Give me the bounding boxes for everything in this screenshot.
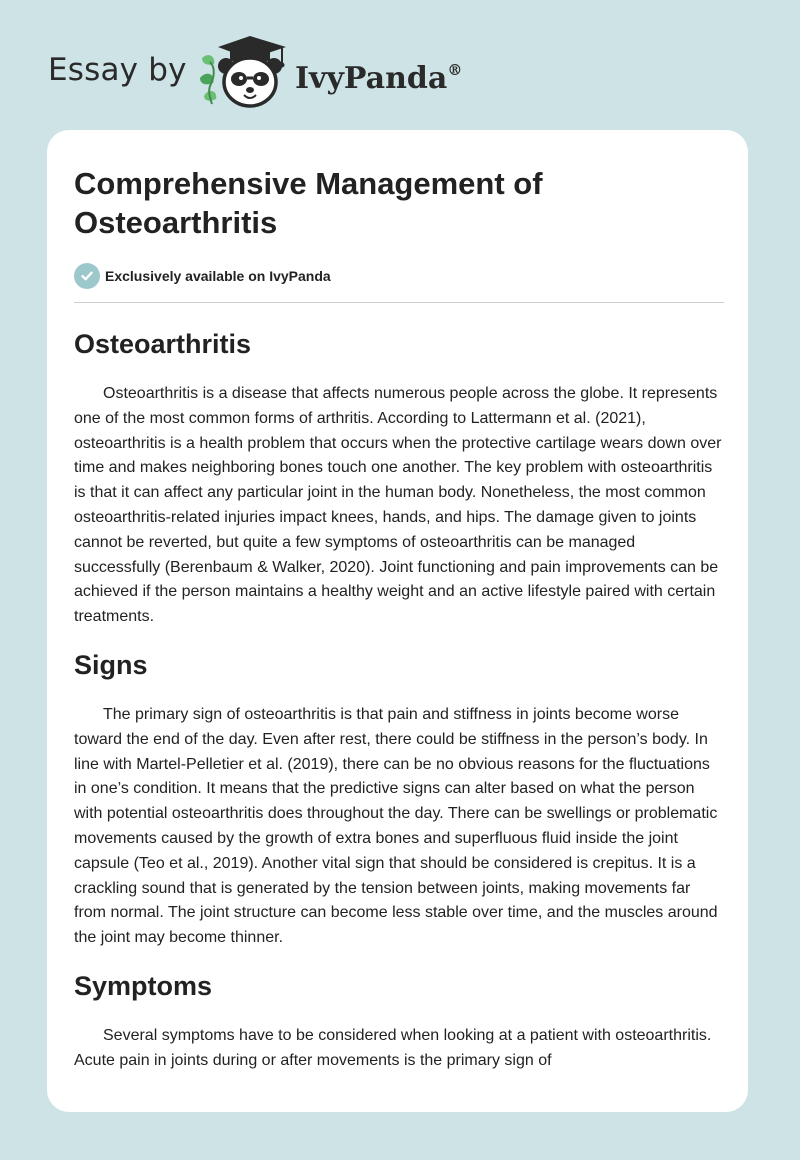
brand-name[interactable] xyxy=(295,52,462,99)
section-paragraph-symptoms: Several symptoms have to be considered when looking at a patient with osteoarthritis. Acute pain in joints during or after movements is the primary sign of xyxy=(74,1026,712,1069)
divider xyxy=(74,302,724,303)
site-header xyxy=(0,0,800,130)
check-circle-icon xyxy=(74,263,100,289)
section-heading-signs: Signs xyxy=(74,649,148,680)
section-heading-osteoarthritis: Osteoarthritis xyxy=(74,329,252,359)
essay-title: Comprehensive Management of Osteoarthritis xyxy=(74,166,543,240)
exclusive-badge-label: Exclusively available on IvyPanda xyxy=(105,268,331,284)
essay-card xyxy=(47,130,748,1112)
registered-mark: ® xyxy=(447,61,463,79)
section-paragraph-osteoarthritis: Osteoarthritis is a disease that affects numerous people across the globe. It represents one of the most common forms of arthritis. According to Lattermann et al. (2021), osteoarthritis is a health problem that occurs when the protective cartilage wears down over time and makes neighboring bones touch one another. The key problem with osteoarthritis is that it can affect any particular joint in the human body. Nonetheless, the most common osteoarthritis-related injuries impact knees, hands, and hips. The damage given to joints cannot be reverted, but quite a few symptoms of osteoarthritis can be managed successfully (Berenbaum & Walker, 2020). Joint functioning and pain improvements can be achieved if the person maintains a healthy weight and an active lifestyle paired with certain treatments. xyxy=(74,385,722,626)
ivy-leaf-icon xyxy=(200,55,216,104)
essay-content xyxy=(74,164,724,1074)
essay-by-label: Essay by xyxy=(48,52,187,88)
section-heading-symptoms: Symptoms xyxy=(74,970,213,1001)
exclusive-badge xyxy=(74,262,724,290)
section-paragraph-signs: The primary sign of osteoarthritis is that pain and stiffness in joints become worse toward the end of the day. Even after rest, there could be stiffness in the person’s body. In line with Martel-Pelletier et al. (2019), there can be no obvious reasons for the fluctuations in one’s condition. It means that the predictive signs can alter based on what the person with potential osteoarthritis does throughout the day. There can be swellings or problematic movements caused by the growth of extra bones and superfluous fluid inside the joint capsule (Teo et al., 2019). Another vital sign that should be considered is crepitus. It is a crackling sound that is generated by the tension between joints, making movements far from normal. The joint structure can become less stable over time, and the muscles around the joint may become thinner. xyxy=(74,705,718,947)
panda-graduate-logo-icon[interactable] xyxy=(198,34,290,110)
brand-text: IvyPanda xyxy=(295,61,448,96)
